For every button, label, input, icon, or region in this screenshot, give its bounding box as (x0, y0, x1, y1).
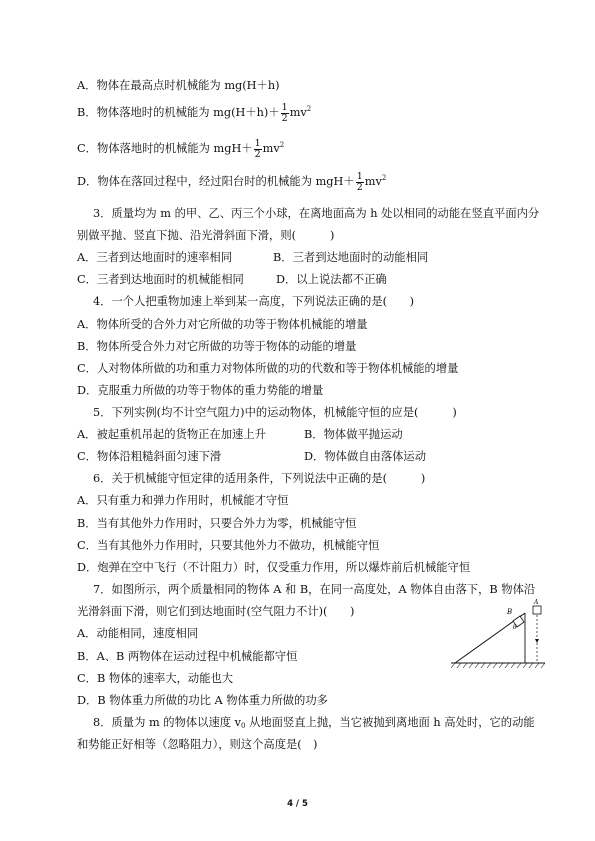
q2-option-a: A．物体在最高点时机械能为 mg(H＋h) (77, 79, 280, 92)
q4-option-d: D．克服重力所做的功等于物体的重力势能的增量 (77, 384, 324, 397)
q5-stem: 5．下列实例(均不计空气阻力)中的运动物体，机械能守恒的应是( ) (93, 406, 457, 419)
q2-option-d: D．物体在落回过程中，经过阳台时的机械能为 mgH＋ $\frac{1}{2}$ $mv^2$ (77, 170, 387, 193)
q3-option-a: A．三者到达地面时的速率相同 (77, 251, 233, 264)
q5-option-d: D．物体做自由落体运动 (304, 450, 427, 463)
q2-option-b-text: B．物体落地时的机械能为 mg(H＋h)＋ (77, 106, 280, 119)
fraction-half: $\frac{1}{2}$ (356, 170, 363, 193)
q5-option-b: B．物体做平抛运动 (304, 428, 403, 441)
arrow-down-icon (535, 639, 539, 643)
label-a: A (534, 599, 539, 606)
q7-option-d: D．B 物体重力所做的功比 A 物体重力所做的功多 (77, 694, 328, 707)
q2-option-c-text: C．物体落地时的机械能为 mgH＋ (77, 142, 253, 155)
q6-stem: 6．关于机械能守恒定律的适用条件，下列说法中正确的是( ) (93, 472, 426, 485)
q2-option-c: C．物体落地时的机械能为 mgH＋ $\frac{1}{2}$ $mv^2$ (77, 137, 285, 160)
page-number: 4 / 5 (287, 799, 308, 809)
label-theta: θ (513, 624, 517, 631)
q2-option-b: B．物体落地时的机械能为 mg(H＋h)＋ $\frac{1}{2}$ $mv^2$ (77, 101, 312, 124)
q6-option-d: D．炮弹在空中飞行（不计阻力）时，仅受重力作用，所以爆炸前后机械能守恒 (77, 561, 471, 574)
ground-hatching (451, 663, 545, 668)
q8-stem-line2: 和势能正好相等（忽略阻力），则这个高度是( ) (77, 738, 318, 751)
q4-option-c: C．人对物体所做的功和重力对物体所做的功的代数和等于物体机械能的增量 (77, 362, 459, 375)
fraction-half: $\frac{1}{2}$ (254, 137, 261, 160)
q6-option-c: C．当有其他外力作用时，只要其他外力不做功，机械能守恒 (77, 539, 380, 552)
q3-option-c: C．三者到达地面时的机械能相同 (77, 273, 244, 286)
label-b: B (507, 608, 513, 616)
q3-stem-line1: 3．质量均为 m 的甲、乙、丙三个小球，在离地面高为 h 处以相同的动能在竖直平面内分 (93, 207, 540, 220)
q7-option-c: C．B 物体的速率大，动能也大 (77, 672, 234, 685)
q6-option-a: A．只有重力和弹力作用时，机械能才守恒 (77, 494, 289, 507)
q7-option-a: A．动能相同，速度相同 (77, 627, 199, 640)
q3-option-b: B．三者到达地面时的动能相同 (273, 251, 429, 264)
q3-option-d: D．以上说法都不正确 (276, 273, 387, 286)
q7-stem-line1: 7．如图所示，两个质量相同的物体 A 和 B，在同一高度处，A 物体自由落下，B 物体沿 (93, 583, 536, 596)
q2-option-d-text: D．物体在落回过程中，经过阳台时的机械能为 mgH＋ (77, 175, 355, 188)
incline-figure (449, 597, 549, 669)
q7-option-b: B．A、B 两物体在运动过程中机械能都守恒 (77, 650, 298, 663)
q7-stem-line2: 光滑斜面下滑，则它们到达地面时(空气阻力不计)( ) (77, 605, 355, 618)
block-a (533, 606, 541, 614)
fraction-half: $\frac{1}{2}$ (281, 101, 288, 124)
q4-stem: 4．一个人把重物加速上举到某一高度，下列说法正确的是( ) (93, 295, 415, 308)
q4-option-a: A．物体所受的合外力对它所做的功等于物体机械能的增量 (77, 318, 368, 331)
q3-stem-line2: 别做平抛、竖直下抛、沿光滑斜面下滑，则( ) (77, 229, 335, 242)
q8-stem-line1: 8．质量为 m 的物体以速度 $v_0$ 从地面竖直上抛，当它被抛到离地面 h 高处时，它的动能 (93, 716, 535, 730)
q4-option-b: B．物体所受合外力对它所做的功等于物体的动能的增量 (77, 340, 357, 353)
q5-option-a: A．被起重机吊起的货物正在加速上升 (77, 428, 266, 441)
q5-option-c: C．物体沿粗糙斜面匀速下滑 (77, 450, 222, 463)
q6-option-b: B．当有其他外力作用时，只要合外力为零，机械能守恒 (77, 517, 357, 530)
